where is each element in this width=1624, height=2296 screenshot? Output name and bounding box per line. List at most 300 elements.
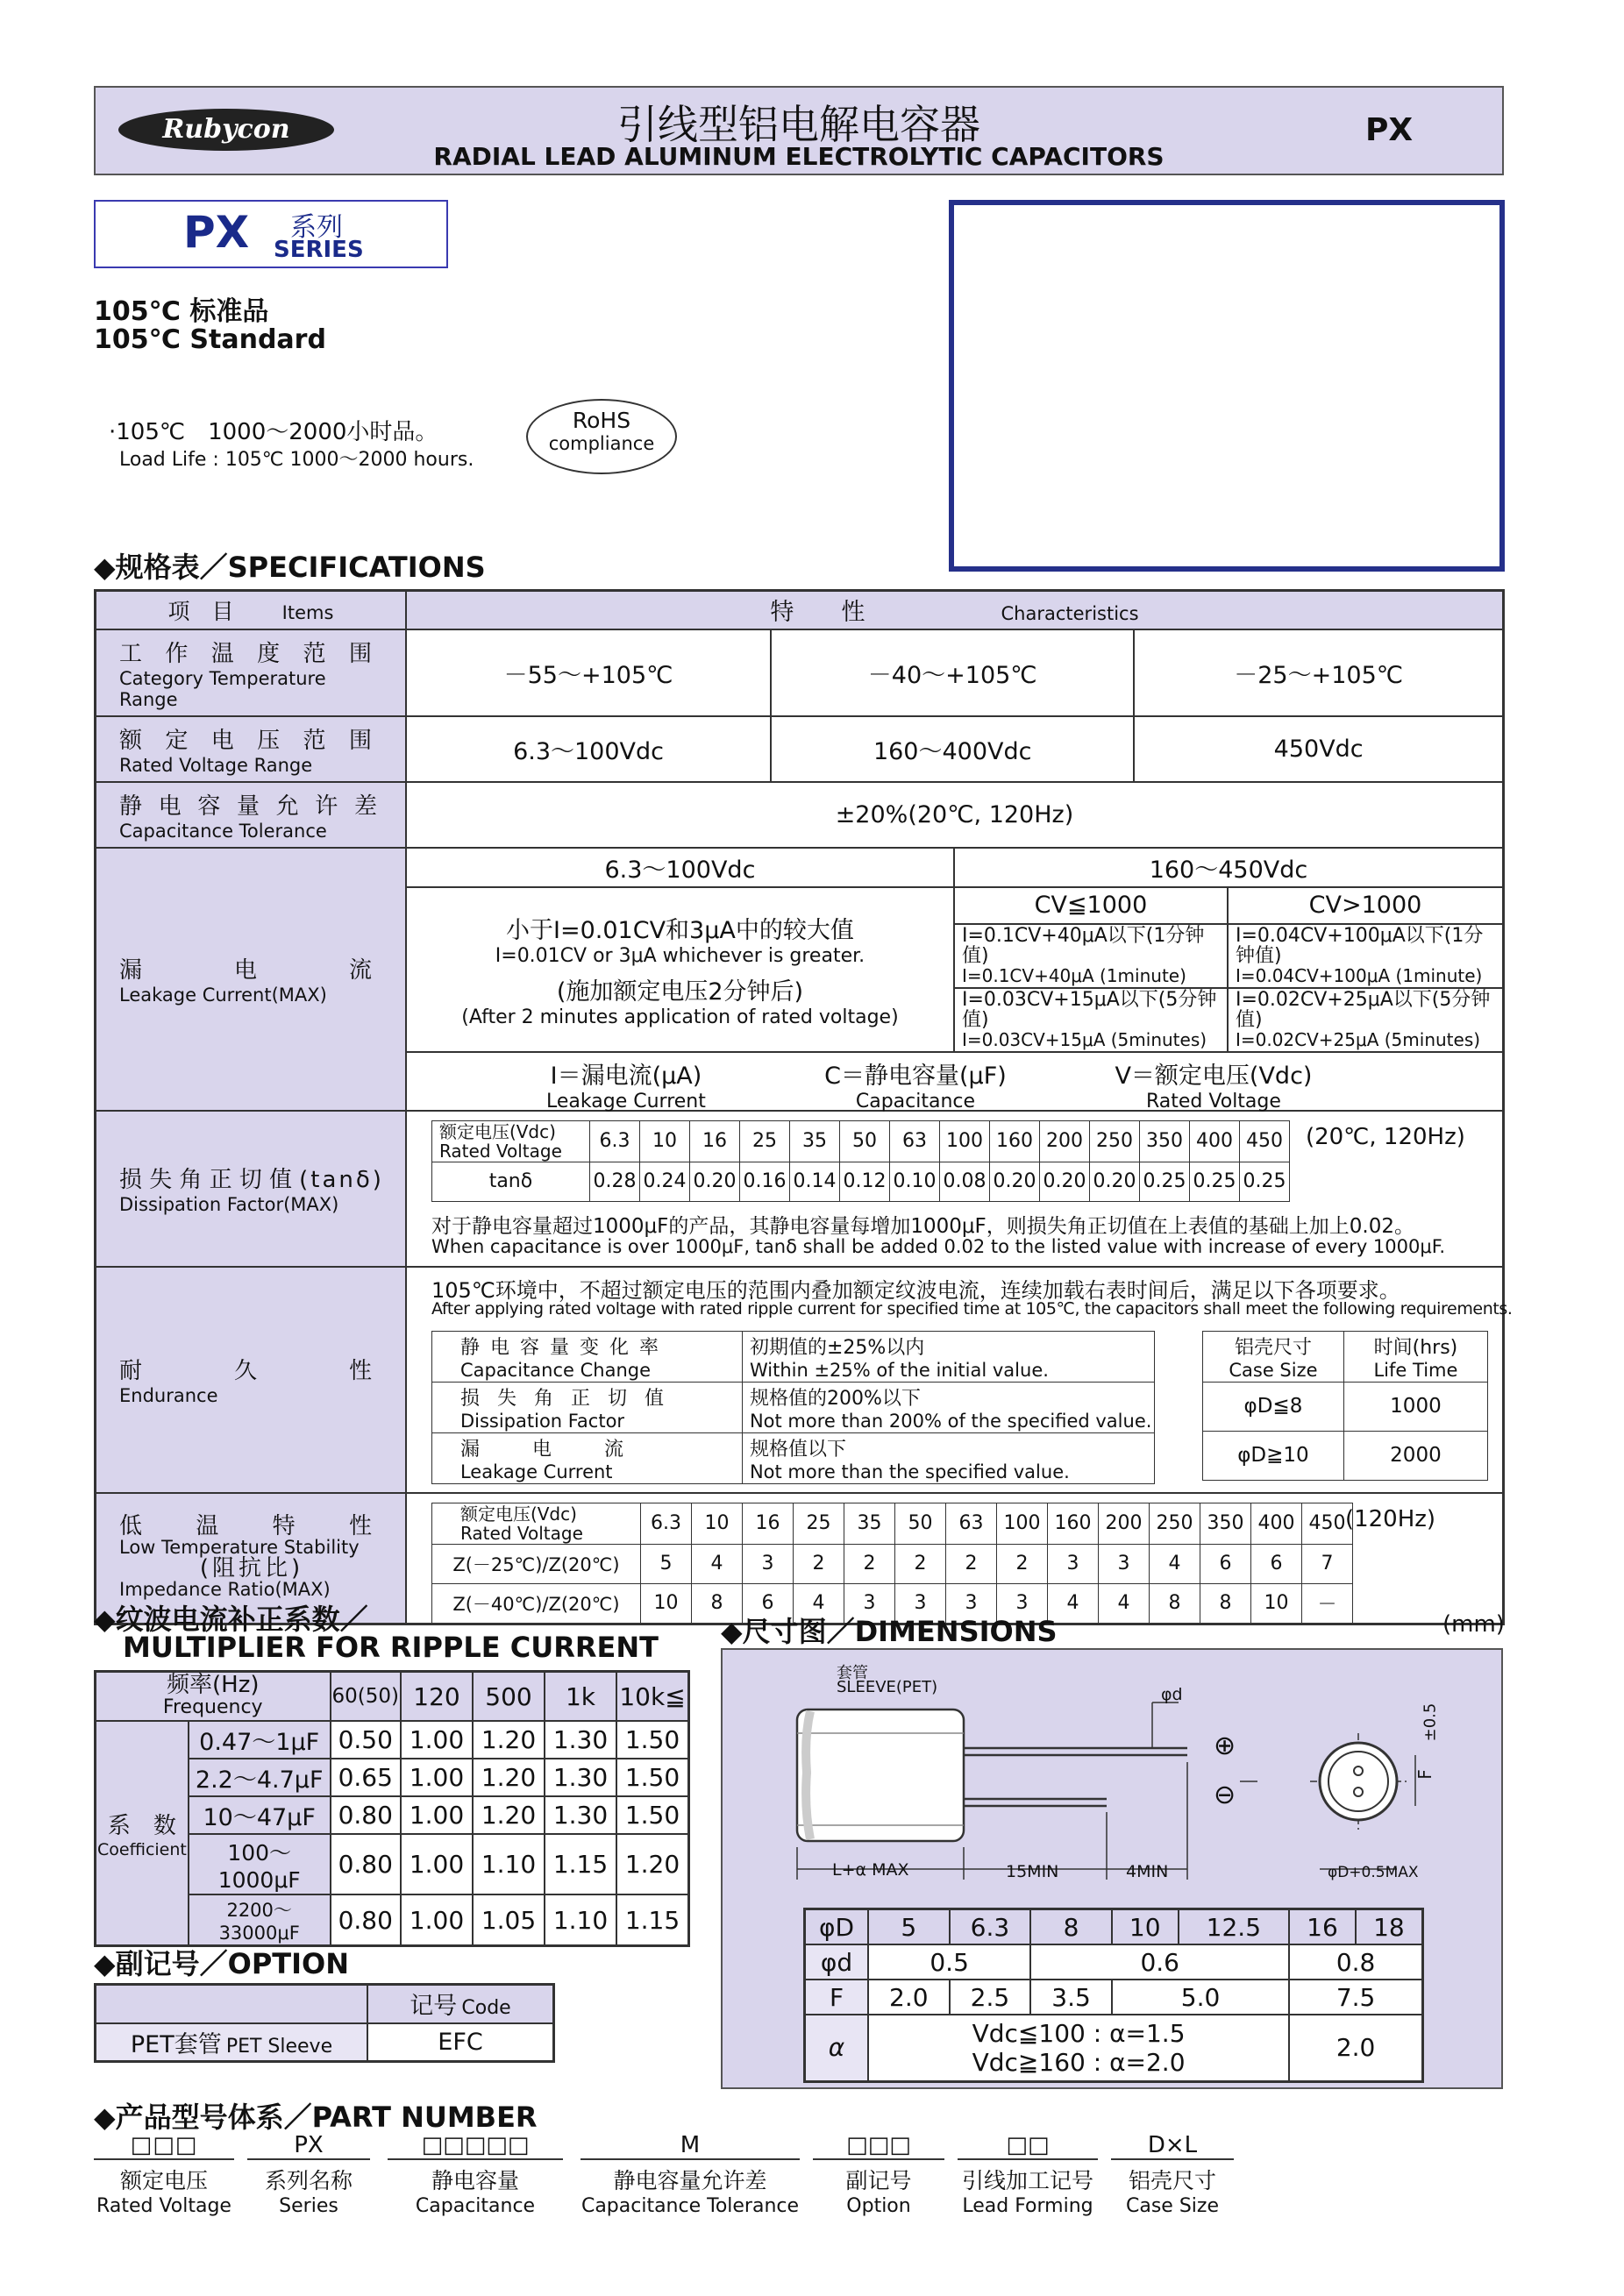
leakage-low-en2: (After 2 minutes application of rated voltage) [461, 1006, 899, 1028]
tand-x11: 0.25 [1139, 1162, 1189, 1201]
rip-1-2: 1.20 [473, 1759, 545, 1796]
lt-r1-1: 4 [691, 1544, 742, 1583]
part-code-4: □□□ [813, 2132, 944, 2160]
tand-cond: (20℃, 120Hz) [1305, 1123, 1465, 1150]
tand-v9: 200 [1039, 1120, 1089, 1162]
option-heading: ◆副记号／OPTION [94, 1947, 349, 1980]
dim-F-1: 2.5 [950, 1980, 1031, 2015]
lt-r2-1: 8 [691, 1583, 742, 1623]
rip-0-0: 0.50 [331, 1721, 401, 1759]
lt-v5: 50 [894, 1503, 945, 1544]
load-life-en: Load Life : 105℃ 1000～2000 hours. [119, 449, 474, 471]
rip-0-4: 1.50 [616, 1721, 689, 1759]
tand-x6: 0.10 [889, 1162, 939, 1201]
leakage-low-text [407, 887, 954, 1052]
leakage-high-range: 160～450Vdc [954, 849, 1502, 887]
end-r1-en: Dissipation Factor [459, 1410, 625, 1432]
leak-b2 [1228, 988, 1502, 1052]
lt-r2-0: 10 [640, 1583, 691, 1623]
option-code-en: Code [461, 1997, 511, 2020]
temp-v1: －55～+105℃ [406, 629, 771, 716]
rip-1-0: 0.65 [331, 1759, 401, 1796]
plus-icon: ⊕ [1214, 1731, 1236, 1761]
lt-v13: 450 [1301, 1503, 1352, 1544]
leak-b2-zh: I=0.02CV+25μA以下(5分钟值) [1235, 988, 1491, 1031]
endurance-intro-zh: 105℃环境中，不超过额定电压的范围内叠加额定纹波电流，连续加载右表时间后，满足以下各项要求。 [431, 1277, 1400, 1303]
legend-v-en: Rated Voltage [1145, 1090, 1281, 1112]
char-header [406, 591, 1504, 629]
dim-d-1: 0.6 [1030, 1944, 1289, 1980]
life-hdr2 [1343, 1331, 1487, 1382]
part-code-0: □□□ [94, 2132, 234, 2160]
lt-r2-5: 3 [894, 1583, 945, 1623]
end-r0-en: Capacitance Change [459, 1359, 652, 1381]
part-zh-2: 静电容量 [431, 2168, 519, 2193]
lt-r1-12: 6 [1250, 1544, 1301, 1583]
lt-r2-9: 4 [1098, 1583, 1149, 1623]
part-zh-6: 铝壳尺寸 [1128, 2168, 1216, 2193]
title-en: RADIAL LEAD ALUMINUM ELECTROLYTIC CAPACITORS [433, 142, 1165, 171]
lt-r2-4: 3 [844, 1583, 894, 1623]
option-item [96, 2023, 368, 2062]
rip-4-3: 1.10 [545, 1894, 616, 1946]
leakage-label-en: Leakage Current(MAX) [119, 985, 327, 1006]
dim-a1: Vdc≦100 : α=1.5 [972, 2018, 1186, 2048]
leakage-inner [407, 849, 1502, 1110]
leak-a1 [954, 924, 1228, 988]
lt-r1-3: 2 [793, 1544, 844, 1583]
rip-0-1: 1.00 [401, 1721, 473, 1759]
phiD-label: φD+0.5MAX [1328, 1864, 1419, 1881]
leak-a2-en: I=0.03CV+15μA (5minutes) [961, 1028, 1207, 1050]
header-banner [94, 86, 1504, 175]
rip-2-0: 0.80 [331, 1796, 401, 1834]
rip-3-1: 1.00 [401, 1834, 473, 1894]
dim-F-3: 5.0 [1112, 1980, 1289, 2015]
option-value: EFC [367, 2023, 554, 2062]
end-r1-vzh: 规格值的200%以下 [749, 1387, 921, 1410]
freq-header-en: Frequency [162, 1696, 263, 1718]
temp-label-zh: 工作温度范围 [119, 640, 384, 667]
leakage-low-en: I=0.01CV or 3μA whichever is greater. [495, 944, 865, 967]
tand-cell [406, 1111, 1504, 1267]
rip-range-3: 100～1000μF [189, 1834, 331, 1894]
rip-3-3: 1.15 [545, 1834, 616, 1894]
items-header [96, 591, 406, 629]
rip-1-4: 1.50 [616, 1759, 689, 1796]
lt-r1-7: 2 [996, 1544, 1047, 1583]
load-life-zh: ·105℃ 1000～2000小时品。 [109, 419, 438, 445]
part-en-6: Case Size [1126, 2195, 1219, 2217]
lt-v9: 200 [1098, 1503, 1149, 1544]
lt-v8: 160 [1047, 1503, 1098, 1544]
end-r2-label [431, 1432, 742, 1483]
life-time-1: 2000 [1343, 1431, 1487, 1480]
tand-x7: 0.08 [939, 1162, 989, 1201]
end-r1-label [431, 1382, 742, 1432]
lt-r2-7: 3 [996, 1583, 1047, 1623]
dim-d-2: 0.8 [1289, 1944, 1422, 1980]
part-en-4: Option [846, 2195, 911, 2217]
rohs-line1: RoHS [572, 408, 631, 433]
endurance-label-zh: 耐 久 性 [119, 1358, 384, 1384]
part-item-2 [388, 2132, 563, 2217]
brand-logo: Rubycon [118, 109, 334, 151]
lt-hdr-zh: 额定电压(Vdc) [459, 1503, 577, 1525]
rip-3-0: 0.80 [331, 1834, 401, 1894]
standard-en: 105℃ Standard [94, 324, 326, 355]
leak-a1-en: I=0.1CV+40μA (1minute) [961, 964, 1186, 986]
lt-hdr [431, 1503, 640, 1544]
spec-table [94, 589, 1513, 1625]
endurance-intro-en: After applying rated voltage with rated ripple current for specified time at 105℃, the capacitors shall meet the following requirements. [431, 1298, 1513, 1319]
cv-le-header: CV≦1000 [954, 887, 1228, 924]
part-item-0 [94, 2132, 234, 2217]
lt-r2-8: 4 [1047, 1583, 1098, 1623]
f-label: F [1414, 1769, 1435, 1780]
end-view [1320, 1743, 1397, 1869]
lt-r1-label: Z(－25℃)/Z(20℃) [431, 1544, 640, 1583]
leakage-legend [407, 1052, 1502, 1110]
tand-v10: 250 [1089, 1120, 1139, 1162]
lowtemp-cond: (120Hz) [1344, 1505, 1436, 1532]
rip-range-2: 10～47μF [189, 1796, 331, 1834]
lt-r1-6: 2 [945, 1544, 996, 1583]
leakage-low-range: 6.3～100Vdc [407, 849, 954, 887]
end-r1-ven: Not more than 200% of the specified value. [749, 1410, 1152, 1432]
tand-v12: 400 [1189, 1120, 1239, 1162]
tand-label-en: Dissipation Factor(MAX) [119, 1194, 339, 1215]
life-hdr1 [1202, 1331, 1343, 1382]
tand-v0: 6.3 [589, 1120, 639, 1162]
rip-2-2: 1.20 [473, 1796, 545, 1834]
end-r1-zh: 损失角正切值 [459, 1387, 681, 1410]
product-photo-frame [949, 200, 1505, 572]
part-code-2: □□□□□ [388, 2132, 563, 2160]
lt-hdr-en: Rated Voltage [459, 1522, 583, 1544]
rip-range-0: 0.47～1μF [189, 1721, 331, 1759]
rip-0-3: 1.30 [545, 1721, 616, 1759]
lt-r1-10: 4 [1149, 1544, 1200, 1583]
rip-4-1: 1.00 [401, 1894, 473, 1946]
option-item-zh: PET套管 [130, 2030, 222, 2058]
part-en-5: Lead Forming [962, 2195, 1093, 2217]
tand-x4: 0.14 [789, 1162, 839, 1201]
minus-icon: ⊖ [1214, 1780, 1236, 1810]
voltage-v1: 6.3～100Vdc [406, 716, 771, 782]
life-hdr2-zh: 时间(hrs) [1373, 1336, 1458, 1359]
end-r2-value [742, 1432, 1154, 1483]
leak-b2-en: I=0.02CV+25μA (5minutes) [1235, 1028, 1481, 1050]
tand-x10: 0.20 [1089, 1162, 1139, 1201]
lt-r1-13: 7 [1301, 1544, 1352, 1583]
rip-2-4: 1.50 [616, 1796, 689, 1834]
dimensions-heading: ◆尺寸图／DIMENSIONS [721, 1615, 1058, 1648]
char-header-zh: 特 性 [770, 599, 865, 627]
dim-a2: Vdc≧160 : α=2.0 [972, 2047, 1186, 2077]
life-hdr1-en: Case Size [1229, 1359, 1318, 1381]
life-hdr1-zh: 铝壳尺寸 [1234, 1336, 1312, 1359]
tand-v1: 10 [639, 1120, 689, 1162]
option-code-zh: 记号 [410, 1993, 458, 2021]
dim-D-3: 10 [1112, 1909, 1179, 1945]
tand-x13: 0.25 [1239, 1162, 1289, 1201]
tand-x1: 0.24 [639, 1162, 689, 1201]
endurance-table [431, 1331, 1155, 1484]
tand-x3: 0.16 [739, 1162, 789, 1201]
rip-2-1: 1.00 [401, 1796, 473, 1834]
voltage-label [96, 716, 406, 782]
life-table [1202, 1331, 1488, 1481]
legend-i-en: Leakage Current [546, 1090, 706, 1112]
part-en-0: Rated Voltage [96, 2195, 231, 2217]
end-r0-value [742, 1331, 1154, 1382]
lowtemp-label-en2: Impedance Ratio(MAX) [119, 1579, 331, 1601]
tand-v8: 160 [989, 1120, 1039, 1162]
rip-4-0: 0.80 [331, 1894, 401, 1946]
ripple-heading-2: MULTIPLIER FOR RIPPLE CURRENT [123, 1631, 659, 1664]
lt-v0: 6.3 [640, 1503, 691, 1544]
lowtemp-cell [406, 1493, 1504, 1624]
part-item-6 [1111, 2132, 1234, 2217]
sleeve-en: SLEEVE(PET) [837, 1678, 938, 1696]
dim-hdr-a: α [805, 2015, 869, 2081]
lt-r1-5: 2 [894, 1544, 945, 1583]
tand-v2: 16 [689, 1120, 739, 1162]
leak-a1-zh: I=0.1CV+40μA以下(1分钟值) [961, 924, 1205, 967]
legend-c-en: Capacitance [855, 1090, 976, 1112]
rip-2-3: 1.30 [545, 1796, 616, 1834]
tand-row-label: tanδ [431, 1162, 589, 1201]
part-item-3 [581, 2132, 800, 2217]
dim-F-4: 7.5 [1289, 1980, 1422, 2015]
tol-label: ±0.5 [1421, 1702, 1440, 1742]
part-zh-0: 额定电压 [119, 2168, 208, 2193]
lt-r1-0: 5 [640, 1544, 691, 1583]
lt-r1-4: 2 [844, 1544, 894, 1583]
series-box [94, 200, 448, 268]
rip-range-4: 2200～33000μF [189, 1894, 331, 1946]
dim-hdr-d: φd [805, 1944, 869, 1980]
min4-label: 4MIN [1126, 1862, 1169, 1881]
dim-F-0: 2.0 [868, 1980, 950, 2015]
dim-d-0: 0.5 [868, 1944, 1030, 1980]
dim-D-1: 6.3 [950, 1909, 1031, 1945]
end-r2-vzh: 规格值以下 [749, 1438, 846, 1461]
life-size-0: φD≦8 [1202, 1382, 1343, 1431]
voltage-label-en: Rated Voltage Range [119, 754, 313, 776]
legend-i-zh: I＝漏电流(μA) [550, 1062, 702, 1090]
tand-note-zh: 对于静电容量超过1000μF的产品，其静电容量每增加1000μF，则损失角正切值在上表值的基础上加上0.02。 [431, 1214, 1414, 1238]
tand-v5: 50 [839, 1120, 889, 1162]
temp-label-en: Category Temperature Range [119, 667, 326, 710]
leakage-low-zh: 小于I=0.01CV和3μA中的较大值 [506, 916, 854, 944]
lt-v3: 25 [793, 1503, 844, 1544]
temp-v3: －25～+105℃ [1134, 629, 1503, 716]
lt-r2-2: 6 [742, 1583, 793, 1623]
dimension-table [803, 1908, 1424, 2083]
rip-4-4: 1.15 [616, 1894, 689, 1946]
rip-3-2: 1.10 [473, 1834, 545, 1894]
end-r2-en: Leakage Current [459, 1461, 613, 1482]
lowtemp-label-en: Low Temperature Stability [119, 1537, 360, 1559]
life-size-1: φD≧10 [1202, 1431, 1343, 1480]
rohs-badge [526, 399, 677, 474]
lt-r1-2: 3 [742, 1544, 793, 1583]
endurance-cell [406, 1267, 1513, 1493]
freq-4: 10k≦ [616, 1672, 689, 1722]
part-code-3: M [581, 2132, 800, 2160]
lt-r2-12: 10 [1250, 1583, 1301, 1623]
lt-r2-10: 8 [1149, 1583, 1200, 1623]
lt-v11: 350 [1200, 1503, 1250, 1544]
temp-v2: －40～+105℃ [771, 629, 1134, 716]
items-header-en: Items [281, 601, 334, 623]
lt-v12: 400 [1250, 1503, 1301, 1544]
lt-v4: 35 [844, 1503, 894, 1544]
tand-v13: 450 [1239, 1120, 1289, 1162]
dim-F-2: 3.5 [1030, 1980, 1112, 2015]
option-empty-hdr [96, 1985, 368, 2023]
part-number-row [94, 2132, 1234, 2217]
sleeve-zh: 套管 [837, 1664, 868, 1682]
leakage-label-zh: 漏 电 流 [119, 957, 384, 984]
dimensions-panel [721, 1648, 1503, 2089]
tand-x12: 0.25 [1189, 1162, 1239, 1201]
freq-header-zh: 频率(Hz) [167, 1672, 260, 1698]
min15-label: 15MIN [1006, 1862, 1059, 1881]
lowtemp-table [431, 1503, 1353, 1624]
part-zh-3: 静电容量允许差 [613, 2168, 767, 2193]
leak-b1-zh: I=0.04CV+100μA以下(1分钟值) [1235, 924, 1484, 967]
tand-note-en: When capacitance is over 1000μF, tanδ shall be added 0.02 to the listed value with increase of every 1000μF. [431, 1235, 1446, 1257]
series-en: SERIES [274, 237, 364, 263]
voltage-label-zh: 额定电压范围 [119, 727, 384, 754]
title-zh: 引线型铝电解电容器 [617, 101, 980, 148]
tand-v3: 25 [739, 1120, 789, 1162]
part-en-2: Capacitance [415, 2195, 536, 2217]
part-item-4 [813, 2132, 944, 2217]
lt-r2-6: 3 [945, 1583, 996, 1623]
lt-v7: 100 [996, 1503, 1047, 1544]
option-item-en: PET Sleeve [225, 2035, 333, 2058]
tand-x5: 0.12 [839, 1162, 889, 1201]
tand-v6: 63 [889, 1120, 939, 1162]
lt-r2-11: 8 [1200, 1583, 1250, 1623]
dim-D-6: 18 [1356, 1909, 1423, 1945]
end-r2-zh: 漏电流 [459, 1438, 676, 1461]
tolerance-label [96, 782, 406, 848]
option-code-hdr [367, 1985, 554, 2023]
part-en-3: Capacitance Tolerance [581, 2195, 800, 2217]
voltage-v3: 450Vdc [1134, 716, 1503, 782]
freq-header [96, 1672, 331, 1722]
tand-table [431, 1120, 1290, 1202]
lt-v6: 63 [945, 1503, 996, 1544]
ripple-table [94, 1670, 690, 1947]
leak-a2-zh: I=0.03CV+15μA以下(5分钟值) [961, 988, 1217, 1031]
dim-a3: 2.0 [1289, 2015, 1422, 2081]
series-name: PX [183, 207, 250, 258]
dim-hdr-D: φD [805, 1909, 869, 1945]
tand-v11: 350 [1139, 1120, 1189, 1162]
leakage-label [96, 848, 406, 1111]
dim-D-2: 8 [1030, 1909, 1112, 1945]
end-r0-label [431, 1331, 742, 1382]
tand-label-zh: 损失角正切值(tanδ) [119, 1167, 384, 1193]
rip-3-4: 1.20 [616, 1834, 689, 1894]
lt-v1: 10 [691, 1503, 742, 1544]
part-item-1 [247, 2132, 370, 2217]
end-r0-zh: 静电容量变化率 [459, 1336, 669, 1359]
temp-label [96, 629, 406, 716]
phid-label: φd [1161, 1685, 1183, 1704]
freq-1: 120 [401, 1672, 473, 1722]
coef-label-en: Coefficient [97, 1839, 187, 1859]
leakage-low-zh2: (施加额定电压2分钟后) [556, 977, 804, 1006]
freq-3: 1k [545, 1672, 616, 1722]
part-zh-4: 副记号 [845, 2168, 912, 2193]
specs-heading: ◆规格表／SPECIFICATIONS [94, 551, 486, 584]
freq-0: 60(50) [331, 1672, 401, 1722]
coef-label [96, 1721, 189, 1946]
ripple-heading-1: ◆纹波电流补正系数／ [94, 1603, 368, 1636]
lead-wires [964, 1748, 1187, 1806]
freq-2: 500 [473, 1672, 545, 1722]
lt-r1-8: 3 [1047, 1544, 1098, 1583]
lt-r2-label: Z(－40℃)/Z(20℃) [431, 1583, 640, 1623]
tand-x8: 0.20 [989, 1162, 1039, 1201]
char-header-en: Characteristics [1001, 603, 1139, 625]
endurance-label-en: Endurance [119, 1385, 218, 1406]
dim-a-low [868, 2015, 1289, 2081]
tand-x9: 0.20 [1039, 1162, 1089, 1201]
life-hdr2-en: Life Time [1373, 1359, 1458, 1381]
standard-zh: 105℃ 标准品 [94, 296, 269, 327]
rip-0-2: 1.20 [473, 1721, 545, 1759]
leak-a2 [954, 988, 1228, 1052]
series-zh: 系列 [290, 212, 343, 243]
endurance-label [96, 1267, 406, 1493]
part-code-6: D×L [1111, 2132, 1234, 2160]
legend-v-zh: V＝额定电压(Vdc) [1115, 1062, 1313, 1090]
leak-b1-en: I=0.04CV+100μA (1minute) [1235, 964, 1483, 986]
part-item-5 [958, 2132, 1098, 2217]
rip-range-1: 2.2～4.7μF [189, 1759, 331, 1796]
option-table [94, 1983, 555, 2063]
series-code: PX [1365, 112, 1414, 148]
lowtemp-label-zh2: (阻抗比) [199, 1555, 304, 1582]
part-code-5: □□ [958, 2132, 1098, 2160]
lt-r2-3: 4 [793, 1583, 844, 1623]
capacitor-body [797, 1710, 964, 1841]
tand-hdr [431, 1120, 589, 1162]
part-zh-1: 系列名称 [264, 2168, 353, 2193]
voltage-v2: 160～400Vdc [771, 716, 1134, 782]
dim-D-4: 12.5 [1179, 1909, 1290, 1945]
lt-r2-13: － [1301, 1583, 1352, 1623]
lt-r1-11: 6 [1200, 1544, 1250, 1583]
tand-hdr-zh: 额定电压(Vdc) [438, 1120, 556, 1142]
lt-v2: 16 [742, 1503, 793, 1544]
tand-hdr-en: Rated Voltage [438, 1140, 562, 1162]
tand-x2: 0.20 [689, 1162, 739, 1201]
cv-gt-header: CV>1000 [1228, 887, 1502, 924]
part-en-1: Series [279, 2195, 338, 2217]
tand-x0: 0.28 [589, 1162, 639, 1201]
tand-v7: 100 [939, 1120, 989, 1162]
leakage-cell [406, 848, 1504, 1111]
